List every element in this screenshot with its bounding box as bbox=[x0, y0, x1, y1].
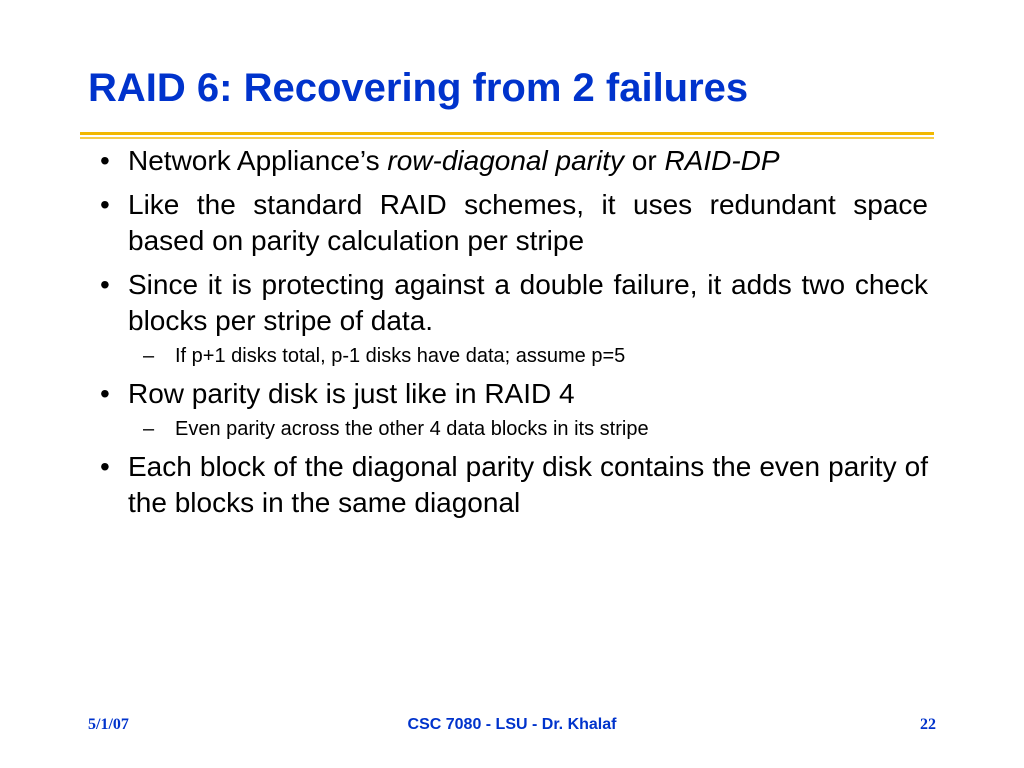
footer-course: CSC 7080 - LSU - Dr. Khalaf bbox=[407, 716, 617, 733]
sub-bullet-text: If p+1 disks total, p-1 disks have data; assume p=5 bbox=[175, 345, 626, 367]
sub-bullet-marker: – bbox=[143, 345, 155, 367]
footer-page-number: 22 bbox=[920, 716, 936, 733]
bullet-item bbox=[98, 449, 928, 521]
bullet-text: Each block of the diagonal parity disk contains the even parity of the blocks in the same diagonal bbox=[128, 451, 928, 518]
bullet-text-segment-italic: RAID-DP bbox=[664, 145, 780, 176]
slide-body bbox=[98, 140, 928, 521]
bullet-text: Since it is protecting against a double failure, it adds two check blocks per stripe of data. bbox=[128, 269, 928, 336]
bullet-text-segment: Network Appliance’s bbox=[128, 145, 388, 176]
sub-bullet-text: Even parity across the other 4 data blocks in its stripe bbox=[175, 418, 649, 440]
bullet-item bbox=[98, 187, 928, 259]
slide-title: RAID 6: Recovering from 2 failures bbox=[88, 66, 749, 110]
bullet-item bbox=[98, 143, 928, 179]
bullet-text-segment: or bbox=[623, 145, 665, 176]
bullet-marker: • bbox=[100, 378, 110, 409]
bullet-marker: • bbox=[100, 451, 110, 482]
bullet-item bbox=[98, 267, 928, 339]
bullet-marker: • bbox=[100, 189, 110, 220]
bullet-text-segment-italic: row-diagonal parity bbox=[387, 145, 624, 176]
bullet-marker: • bbox=[100, 269, 110, 300]
sub-bullet-item bbox=[98, 417, 928, 441]
bullet-text: Like the standard RAID schemes, it uses redundant space based on parity calculation per stripe bbox=[128, 189, 928, 256]
bullet-item bbox=[98, 376, 928, 412]
bullet-marker: • bbox=[100, 145, 110, 176]
footer-date: 5/1/07 bbox=[88, 716, 129, 733]
sub-bullet-marker: – bbox=[143, 418, 155, 440]
title-divider-secondary bbox=[80, 137, 934, 139]
sub-bullet-item bbox=[98, 344, 928, 368]
bullet-text: Row parity disk is just like in RAID 4 bbox=[128, 378, 575, 409]
title-divider bbox=[80, 132, 934, 135]
